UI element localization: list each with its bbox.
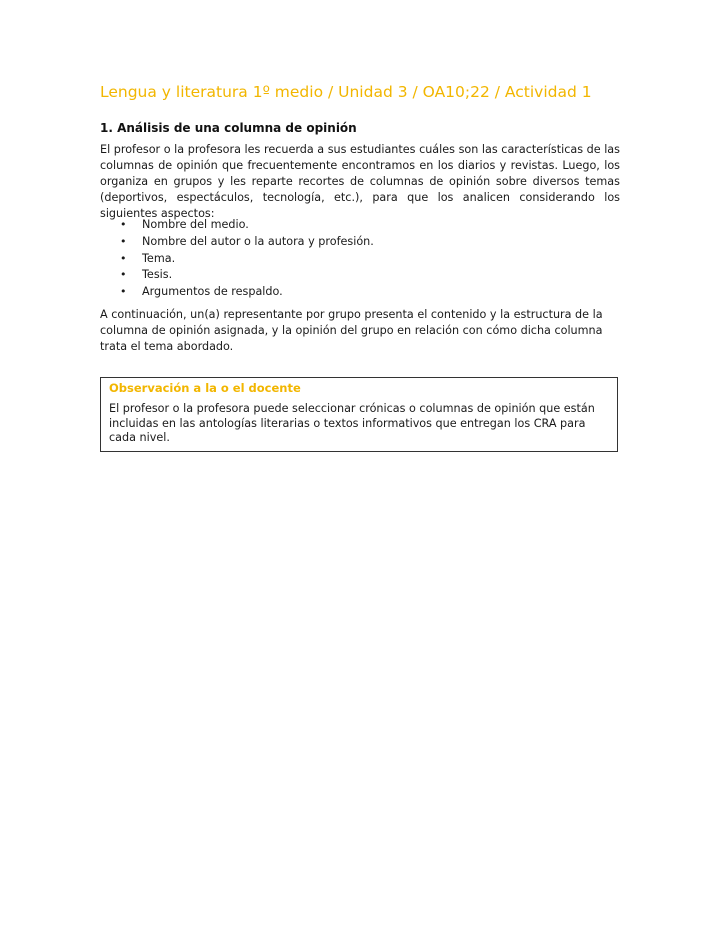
bullet-icon: • bbox=[120, 234, 127, 248]
teacher-note-title: Observación a la o el docente bbox=[109, 381, 301, 395]
list-item-text: Nombre del medio. bbox=[142, 218, 249, 231]
closing-paragraph: A continuación, un(a) representante por grupo presenta el contenido y la estructura de la columna de opinión asignada, y la opinión del grupo en relación con cómo dicha columna trata el tema abordado. bbox=[100, 308, 603, 353]
bullet-icon: • bbox=[120, 285, 127, 299]
list-item bbox=[120, 251, 374, 268]
list-item bbox=[120, 234, 374, 251]
list-item-text: Nombre del autor o la autora y profesión. bbox=[142, 234, 374, 248]
list-item-text: Tesis. bbox=[142, 268, 173, 282]
teacher-note-text: El profesor o la profesora puede seleccionar crónicas o columnas de opinión que están incluidas en las antologías literarias o textos informativos que entregan los CRA para cada nivel. bbox=[109, 402, 595, 444]
list-item-text: Argumentos de respaldo. bbox=[142, 285, 283, 299]
list-item bbox=[120, 284, 374, 301]
intro-paragraph: El profesor o la profesora les recuerda a sus estudiantes cuáles son las características de las columnas de opinión que frecuentemente encontramos en los diarios y revistas. Luego, los organiza en grupos y les reparte recortes de columnas de opinión sobre diversos temas (deportivos, espectáculos, tecnología, etc.), para que los analicen considerando los siguientes aspectos: bbox=[100, 143, 620, 220]
teacher-note-box bbox=[100, 377, 618, 452]
list-item bbox=[120, 217, 374, 234]
bullet-icon: • bbox=[120, 268, 127, 282]
bullet-icon: • bbox=[120, 218, 127, 231]
document-title: Lengua y literatura 1º medio / Unidad 3 / OA10;22 / Actividad 1 bbox=[100, 83, 592, 101]
aspects-list bbox=[120, 217, 374, 301]
list-item-text: Tema. bbox=[142, 251, 176, 265]
list-item bbox=[120, 267, 374, 284]
bullet-icon: • bbox=[120, 251, 127, 265]
section-heading: 1. Análisis de una columna de opinión bbox=[100, 121, 357, 135]
